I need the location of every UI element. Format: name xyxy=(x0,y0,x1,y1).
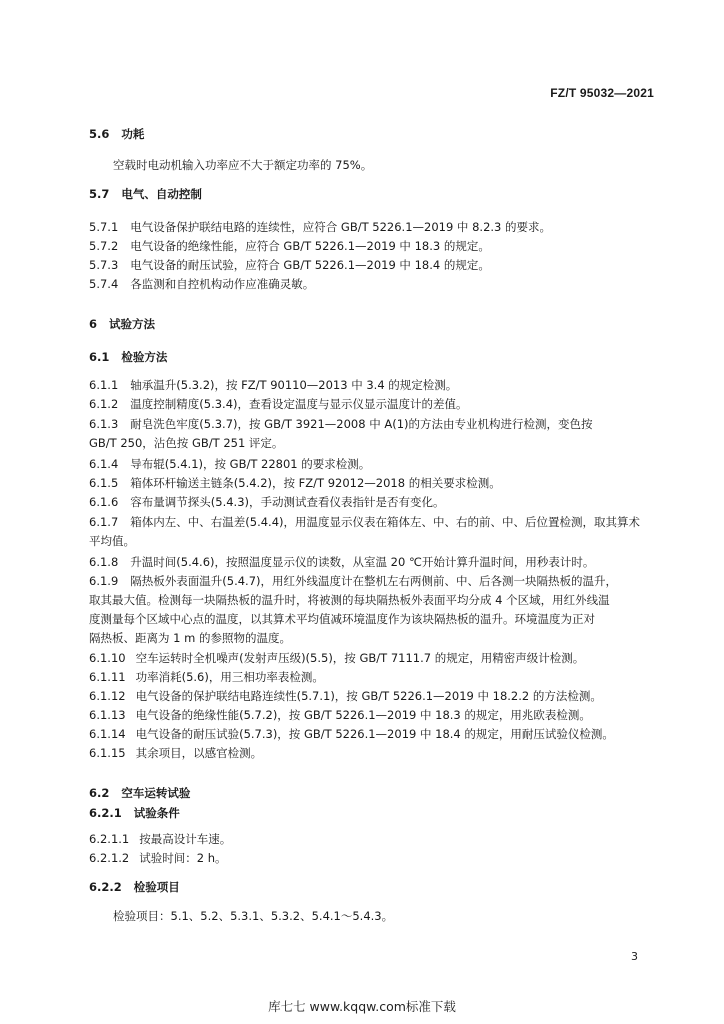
clause-text: 电气设备的绝缘性能，应符合 GB/T 5226.1—2019 中 18.3 的规定。 xyxy=(130,239,490,253)
clause-text: 空载时电动机输入功率应不大于额定功率的 75%。 xyxy=(113,158,373,172)
clause-text: 各监测和自控机构动作应准确灵敏。 xyxy=(130,277,315,291)
clause-text: 取其最大值。检测每一块隔热板的温升时，将被测的每块隔热板外表面平均分成 4 个区域，用红外线温 xyxy=(89,593,610,607)
clause-text: 检验项目 xyxy=(133,880,180,894)
clause-text: 轴承温升(5.3.2)，按 FZ/T 90110—2013 中 3.4 的规定检测。 xyxy=(130,378,458,392)
page-number: 3 xyxy=(631,950,638,963)
clause-number: 6.1.2 xyxy=(89,397,119,411)
section-heading xyxy=(89,805,180,821)
clause-number: 6.1.14 xyxy=(89,727,126,741)
paragraph-line xyxy=(89,573,617,589)
clause-number: 6.1.11 xyxy=(89,670,126,684)
clause-text: 其余项目，以感官检测。 xyxy=(135,746,263,760)
clause-number: 6.1.10 xyxy=(89,651,126,665)
standard-code-header: FZ/T 95032—2021 xyxy=(550,86,654,100)
clause-text: 电气设备的绝缘性能(5.7.2)，按 GB/T 5226.1—2019 中 18.3 的规定，用兆欧表检测。 xyxy=(135,708,591,722)
clause-text: 试验条件 xyxy=(133,806,180,820)
paragraph-line xyxy=(89,514,640,530)
paragraph-line xyxy=(89,533,135,549)
clause-text: 空车运转试验 xyxy=(121,786,191,800)
clause-number: 6.1.9 xyxy=(89,574,119,588)
clause-number: 6.1.3 xyxy=(89,417,119,431)
clause-text: 试验方法 xyxy=(109,317,156,331)
paragraph-line xyxy=(89,416,593,432)
clause-number: 5.7.1 xyxy=(89,220,119,234)
clause-number: 6.1.15 xyxy=(89,746,126,760)
clause-text: 空车运转时全机噪声(发射声压级)(5.5)，按 GB/T 7111.7 的规定，用精密声级计检测。 xyxy=(135,651,585,665)
clause-number: 6.2.2 xyxy=(89,880,122,894)
clause-text: 电气设备的耐压试验，应符合 GB/T 5226.1—2019 中 18.4 的规定。 xyxy=(130,258,490,272)
paragraph-line xyxy=(113,908,393,924)
clause-text: 电气设备的保护联结电路连续性(5.7.1)，按 GB/T 5226.1—2019 中 18.2.2 的方法检测。 xyxy=(135,689,602,703)
clause-number: 6.1.6 xyxy=(89,495,119,509)
paragraph-line xyxy=(89,630,291,646)
paragraph-line xyxy=(89,456,370,472)
clause-text: 隔热板外表面温升(5.4.7)，用红外线温度计在整机左右两侧前、中、后各测一块隔热板的温升， xyxy=(130,574,617,588)
clause-number: 6.1.1 xyxy=(89,378,119,392)
paragraph-line xyxy=(89,611,595,627)
clause-text: 功率消耗(5.6)，用三相功率表检测。 xyxy=(135,670,324,684)
section-heading xyxy=(89,349,167,365)
paragraph-line xyxy=(89,396,468,412)
clause-text: 升温时间(5.4.6)，按照温度显示仪的读数，从室温 20 ℃开始计算升温时间，用秒表计时。 xyxy=(130,555,595,569)
paragraph-line xyxy=(89,726,614,742)
clause-text: 导布辊(5.4.1)，按 GB/T 22801 的要求检测。 xyxy=(130,457,371,471)
clause-number: 6.1.8 xyxy=(89,555,119,569)
paragraph-line xyxy=(89,650,584,666)
clause-text: GB/T 250，沾色按 GB/T 251 评定。 xyxy=(89,436,284,450)
paragraph-line xyxy=(89,592,610,608)
clause-number: 6.2.1.1 xyxy=(89,832,130,846)
paragraph-line xyxy=(89,554,594,570)
clause-number: 5.7 xyxy=(89,187,110,201)
section-heading xyxy=(89,785,190,801)
paragraph-line xyxy=(89,435,283,451)
clause-number: 6.2.1 xyxy=(89,806,122,820)
paragraph-line xyxy=(89,669,324,685)
clause-number: 5.7.2 xyxy=(89,239,119,253)
clause-text: 度测量每个区域中心点的温度，以其算术平均值减环境温度作为该块隔热板的温升。环境温度为正对 xyxy=(89,612,595,626)
clause-number: 6 xyxy=(89,317,98,331)
clause-number: 6.1.5 xyxy=(89,476,119,490)
clause-text: 功耗 xyxy=(121,127,145,141)
clause-text: 箱体环杆输送主链条(5.4.2)，按 FZ/T 92012—2018 的相关要求检测。 xyxy=(130,476,501,490)
clause-text: 电气设备保护联结电路的连续性，应符合 GB/T 5226.1—2019 中 8.2.3 的要求。 xyxy=(130,220,552,234)
clause-number: 6.2 xyxy=(89,786,110,800)
footer-watermark: 库七七 www.kqqw.com标准下载 xyxy=(268,999,456,1014)
section-heading xyxy=(89,316,155,332)
clause-text: 检验项目：5.1、5.2、5.3.1、5.3.2、5.4.1～5.4.3。 xyxy=(113,909,394,923)
clause-number: 6.1.12 xyxy=(89,689,126,703)
clause-text: 温度控制精度(5.3.4)，查看设定温度与显示仪显示温度计的差值。 xyxy=(130,397,468,411)
paragraph-line xyxy=(89,831,231,847)
section-heading xyxy=(89,126,144,142)
paragraph-line xyxy=(89,850,227,866)
section-heading xyxy=(89,186,202,202)
paragraph-line xyxy=(89,688,602,704)
paragraph-line xyxy=(89,219,551,235)
paragraph-line xyxy=(89,377,457,393)
paragraph-line xyxy=(89,745,262,761)
paragraph-line xyxy=(89,276,314,292)
clause-number: 5.7.4 xyxy=(89,277,119,291)
clause-number: 6.1.13 xyxy=(89,708,126,722)
clause-number: 6.2.1.2 xyxy=(89,851,130,865)
paragraph-line xyxy=(89,238,490,254)
clause-text: 检验方法 xyxy=(121,350,168,364)
clause-text: 平均值。 xyxy=(89,534,135,548)
paragraph-line xyxy=(113,157,372,173)
paragraph-line xyxy=(89,707,591,723)
clause-number: 6.1.7 xyxy=(89,515,119,529)
section-heading xyxy=(89,879,180,895)
paragraph-line xyxy=(89,475,501,491)
clause-text: 试验时间：2 h。 xyxy=(139,851,227,865)
clause-text: 箱体内左、中、右温差(5.4.4)，用温度显示仪表在箱体左、中、右的前、中、后位置检测，取其算术 xyxy=(130,515,640,529)
clause-text: 耐皂洗色牢度(5.3.7)，按 GB/T 3921—2008 中 A(1)的方法由专业机构进行检测，变色按 xyxy=(130,417,593,431)
clause-text: 隔热板、距离为 1 m 的参照物的温度。 xyxy=(89,631,291,645)
clause-text: 容布量调节探头(5.4.3)，手动测试查看仪表指针是否有变化。 xyxy=(130,495,445,509)
clause-number: 5.7.3 xyxy=(89,258,119,272)
clause-number: 5.6 xyxy=(89,127,110,141)
clause-text: 电气设备的耐压试验(5.7.3)，按 GB/T 5226.1—2019 中 18.4 的规定，用耐压试验仪检测。 xyxy=(135,727,614,741)
clause-text: 电气、自动控制 xyxy=(121,187,202,201)
paragraph-line xyxy=(89,257,490,273)
clause-text: 按最高设计车速。 xyxy=(139,832,232,846)
clause-number: 6.1 xyxy=(89,350,110,364)
clause-number: 6.1.4 xyxy=(89,457,119,471)
paragraph-line xyxy=(89,494,445,510)
